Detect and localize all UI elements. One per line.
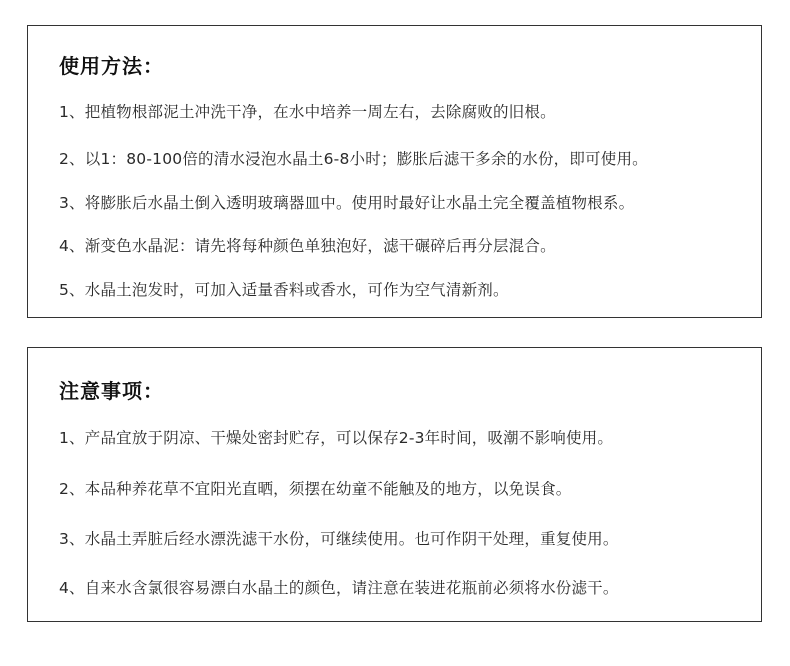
- precaution-item-4: 4、自来水含氯很容易漂白水晶土的颜色，请注意在装进花瓶前必须将水份滤干。: [59, 579, 619, 597]
- usage-instructions-box: [27, 25, 762, 318]
- usage-item-4: 4、渐变色水晶泥：请先将每种颜色单独泡好，滤干碾碎后再分层混合。: [59, 237, 556, 255]
- precautions-title: 注意事项：: [59, 379, 164, 403]
- usage-item-2: 2、以1：80-100倍的清水浸泡水晶土6-8小时；膨胀后滤干多余的水份，即可使用。: [59, 150, 648, 168]
- usage-item-5: 5、水晶土泡发时，可加入适量香料或香水，可作为空气清新剂。: [59, 281, 509, 299]
- precaution-item-1: 1、产品宜放于阴凉、干燥处密封贮存，可以保存2-3年时间，吸潮不影响使用。: [59, 429, 614, 447]
- usage-item-3: 3、将膨胀后水晶土倒入透明玻璃器皿中。使用时最好让水晶土完全覆盖植物根系。: [59, 194, 635, 212]
- precaution-item-2: 2、本品种养花草不宜阳光直晒，须摆在幼童不能触及的地方，以免误食。: [59, 480, 572, 498]
- precautions-box: [27, 347, 762, 622]
- usage-item-1: 1、把植物根部泥土冲洗干净，在水中培养一周左右，去除腐败的旧根。: [59, 103, 556, 121]
- precaution-item-3: 3、水晶土弄脏后经水漂洗滤干水份，可继续使用。也可作阴干处理，重复使用。: [59, 530, 619, 548]
- usage-title: 使用方法：: [59, 54, 164, 78]
